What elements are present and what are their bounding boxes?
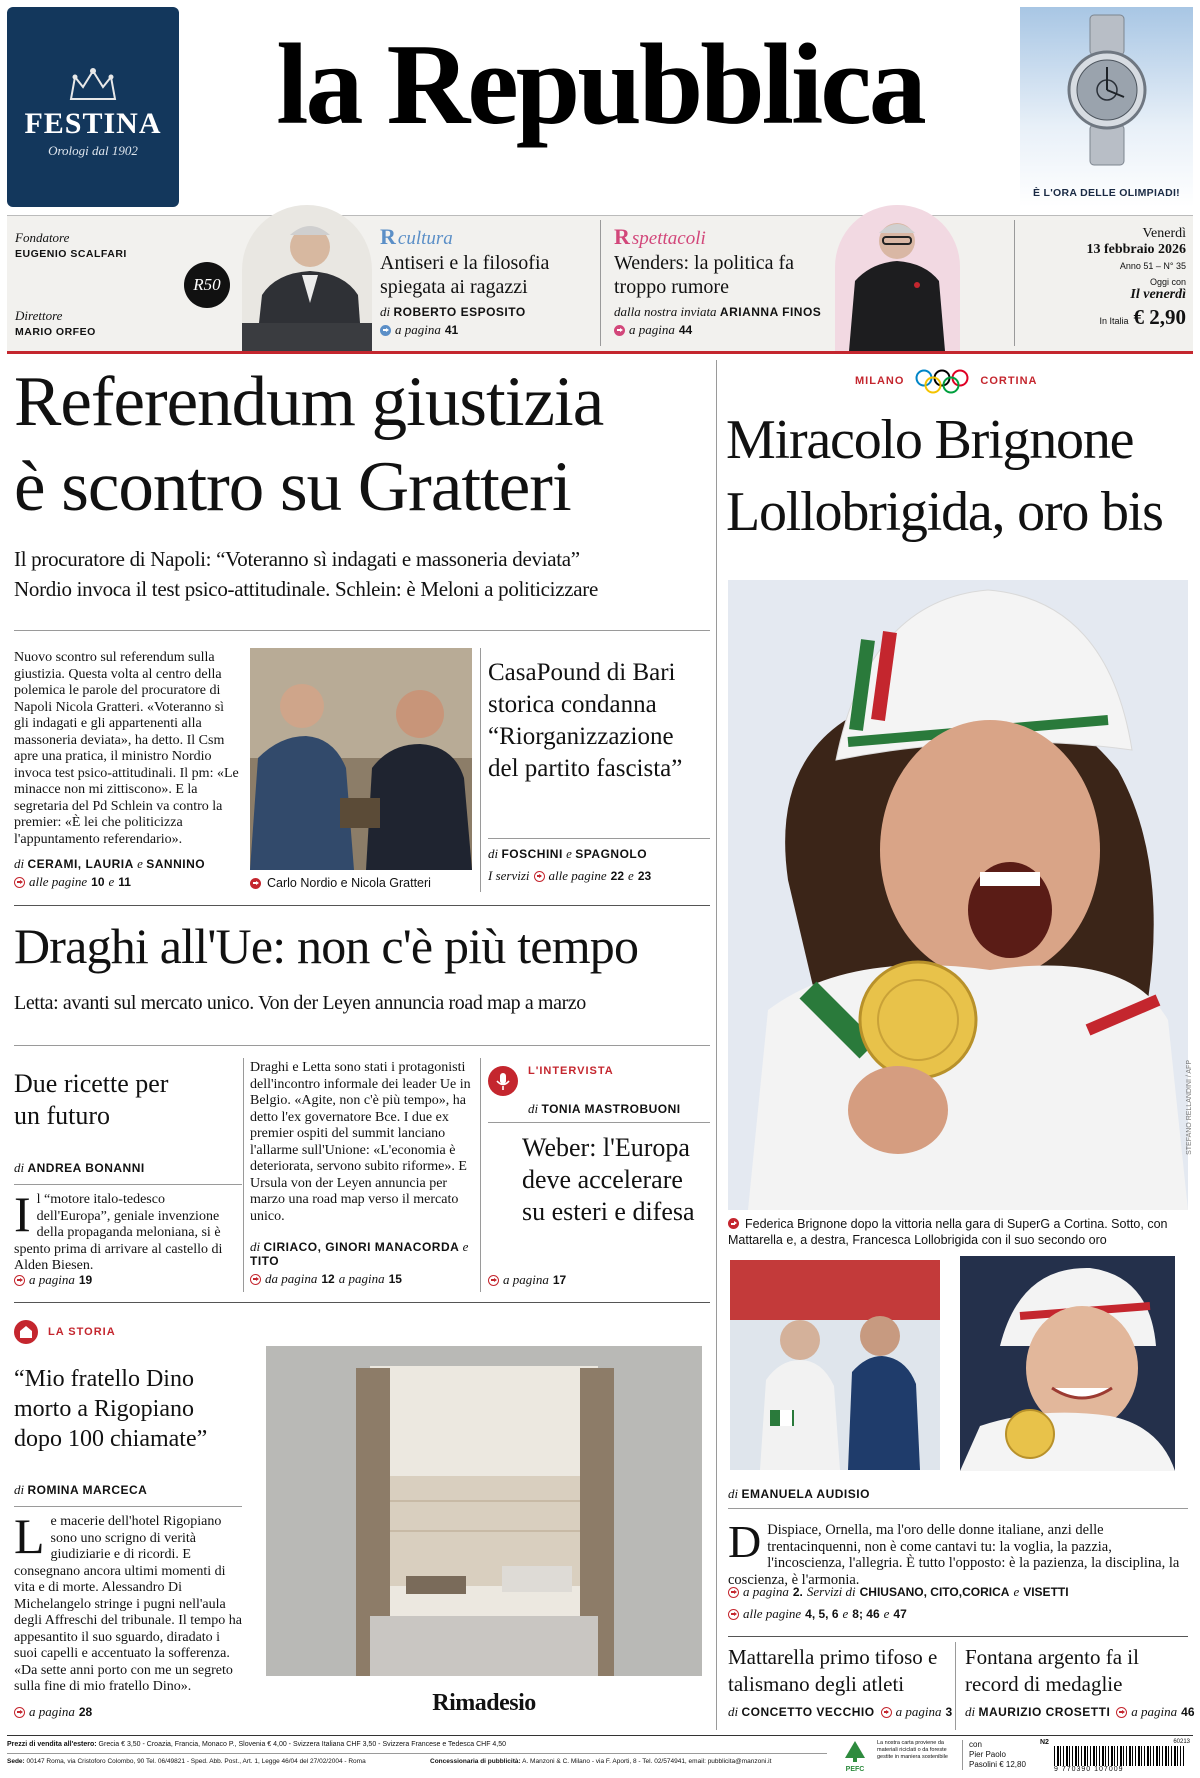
culture-headline: Antiseri e la filosofia spiegata ai ragazzi (380, 252, 550, 298)
arrow-right-icon (380, 325, 391, 336)
mattarella-page-ref[interactable]: a pagina 3 (881, 1704, 953, 1720)
ad-watch[interactable] (1020, 7, 1193, 207)
pefc-tree-icon (843, 1740, 867, 1762)
brignone-celebrating-icon (728, 580, 1188, 1210)
draghi-col-divider-1 (243, 1058, 244, 1292)
analysis-page-ref[interactable]: a pagina 19 (14, 1272, 92, 1288)
footer-inner-divider (7, 1753, 827, 1754)
lead-headline-line2: è scontro su Gratteri (14, 448, 571, 526)
draghi-col-divider-2 (480, 1058, 481, 1292)
lead-headline[interactable] (14, 360, 714, 530)
lead-subhead-line2: Nordio invoca il test psico-attitudinale. Schlein: è Meloni a politicizzare (14, 577, 598, 601)
olympics-refs (728, 1584, 1190, 1622)
olympics-page-ref-1[interactable]: a pagina 2. Servizi di CHIUSANO, CITO,CORICA e VISETTI (728, 1584, 1190, 1600)
mattarella-headline[interactable]: Mattarella primo tifoso e talismano degli atleti (728, 1645, 938, 1696)
story-headline[interactable]: “Mio fratello Dino morto a Rigopiano dopo 100 chiamate” (14, 1366, 208, 1452)
arrow-right-icon (728, 1609, 739, 1620)
rimadesio-brand: Rimadesio (432, 1690, 536, 1716)
lead-subhead (14, 544, 714, 604)
combo-offer: con Pier Paolo Pasolini € 12,80 (962, 1740, 1034, 1770)
microphone-icon (488, 1066, 518, 1096)
teaser-culture[interactable] (380, 224, 595, 338)
analysis-byline: di ANDREA BONANNI (14, 1160, 145, 1175)
olympics-page-ref-2[interactable]: alle pagine 4, 5, 6 e 8; 46 e 47 (728, 1606, 1190, 1622)
ad-festina[interactable] (7, 7, 179, 207)
story-house-icon (14, 1320, 38, 1344)
lead-byline: di CERAMI, LAURIA e SANNINO alle pagine 10 e 11 (14, 856, 242, 890)
olympics-body: D Dispiace, Ornella, ma l'oro delle donne italiane, anzi delle trentacinquenni, non è come cantavi tu: la voglia, la pazzia, l'incoscienza, l'allegria. È tutto l'opposto: è la pazienza, la disciplina, la coscienza, è l'armonia. (728, 1516, 1180, 1588)
footer-ads: Concessionaria di pubblicità: A. Manzoni & C. Milano - via F. Aporti, 8 - Tel. 02/574941, email: pubblicita@manzoni.it (430, 1758, 772, 1765)
arrow-right-icon (881, 1707, 892, 1718)
teaser-spettacoli[interactable] (614, 224, 829, 338)
masthead (0, 0, 1200, 215)
spettacoli-r-mark: R (614, 224, 630, 249)
spettacoli-section: spettacoli (631, 228, 706, 249)
lead-subhead-line1: Il procuratore di Napoli: “Voteranno sì indagati e massoneria deviata” (14, 547, 580, 571)
newspaper-title[interactable]: la Repubblica (276, 21, 924, 149)
analysis-byline-divider (14, 1184, 242, 1185)
lead-body: Nuovo scontro sul referendum sulla giustizia. Questa volta al centro della polemica le parole del procuratore di Napoli Nicola Gratteri. «Voteranno sì gli indagati e gli appartenenti alla massoneria deviata», ha detto. Il Csm apre una pratica, il ministro Nordio invoca test psico-attitudinali. Il pm: «Le minacce non mi zittiscono». E la segretaria del Pd Schlein va contro la premier: «È lei che politicizza l'appuntamento referendario». (14, 650, 239, 847)
arrow-right-icon (488, 1275, 499, 1286)
dropcap: D (728, 1516, 762, 1567)
brignone-photo[interactable] (728, 580, 1193, 1210)
spettacoli-page-ref[interactable]: a pagina 44 (614, 322, 829, 338)
footer-prices: Prezzi di vendita all'estero: Grecia € 3,50 - Croazia, Francia, Monaco P., Slovenia € 4,00 - Svizzera Italiana CHF 3,50 - Svizzera Francese e Tedesca CHF 4,50 (7, 1741, 507, 1748)
footer-divider (7, 1735, 1193, 1736)
interior-photo-icon (266, 1346, 702, 1676)
olympics-byline-divider (728, 1508, 1188, 1509)
footer-seat: Sede: 00147 Roma, via Cristoforo Colombo, 90 Tel. 06/49821 - Sped. Abb. Post., Art. 1, Legge 46/04 del 27/02/2004 - Roma (7, 1758, 366, 1765)
interview-divider (488, 1122, 710, 1123)
culture-section: cultura (397, 228, 453, 249)
olympics-headline-line2: Lollobrigida, oro bis (726, 481, 1163, 543)
price: € 2,90 (1133, 305, 1186, 329)
photo-caption: Carlo Nordio e Nicola Gratteri (250, 876, 472, 890)
draghi-page-ref[interactable]: da pagina 12 a pagina 15 (250, 1271, 472, 1287)
casapound-page-ref[interactable]: I servizi alle pagine 22 e 23 (488, 868, 652, 883)
supplement: Il venerdì (1130, 287, 1186, 302)
culture-r-mark: R (380, 224, 396, 249)
arrow-right-icon (14, 1275, 25, 1286)
photo-credit: STEFANO RELLANDINI / AFP (1186, 1060, 1193, 1155)
lead-headline-line1: Referendum giustizia (14, 363, 604, 441)
festina-tagline: Orologi dal 1902 (48, 143, 138, 158)
casapound-byline: di FOSCHINI e SPAGNOLO I servizi alle pagine 22 e 23 (488, 846, 710, 884)
arrow-right-icon (534, 871, 545, 882)
draghi-subhead: Letta: avanti sul mercato unico. Von der Leyen annuncia road map a marzo (14, 992, 586, 1014)
dropcap: L (14, 1508, 45, 1564)
info-bar-red-rule (7, 351, 1193, 354)
nordio-gratteri-photo[interactable] (250, 648, 472, 870)
dropcap: I (14, 1186, 31, 1242)
antiseri-photo[interactable] (242, 205, 372, 351)
side-divider (488, 838, 710, 839)
interview-page-ref[interactable]: a pagina 17 (488, 1272, 566, 1288)
olympics-tag-row: MILANO CORTINA (855, 368, 1038, 394)
founder-label: Fondatore (15, 230, 70, 245)
lead-divider (14, 630, 710, 631)
arrow-right-icon (614, 325, 625, 336)
two-men-photo-icon (250, 648, 472, 870)
antiseri-portrait-icon (242, 205, 372, 351)
date-divider (1014, 220, 1015, 346)
casapound-headline[interactable]: CasaPound di Bari storica condanna “Riorganizzazione del partito fascista” (488, 659, 683, 782)
section-divider-2 (14, 1302, 710, 1303)
founder-block (15, 230, 127, 260)
analysis-headline[interactable]: Due ricette per un futuro (14, 1069, 169, 1130)
pefc-block: PEFC La nostra carta proviene da materiali riciclati o da foreste gestite in maniera sostenibile (838, 1740, 958, 1773)
price-label: In Italia (1099, 316, 1129, 326)
camera-pointer-icon (728, 1218, 739, 1229)
lead-side-divider (480, 648, 481, 892)
r50-badge: R50 (184, 262, 230, 308)
mattarella-group-icon (730, 1260, 940, 1470)
draghi-byline: di CIRIACO, GINORI MANACORDA e TITO da pagina 12 a pagina 15 (250, 1240, 472, 1287)
lollobrigida-medal-icon (960, 1256, 1175, 1471)
lollobrigida-photo[interactable] (960, 1256, 1175, 1471)
today-with: Oggi con (1149, 277, 1186, 287)
story-label-row: LA STORIA (14, 1320, 116, 1344)
day: Venerdì (1142, 226, 1186, 241)
arrow-right-icon (14, 877, 25, 888)
olympics-headline-line1: Miracolo Brignone (726, 409, 1134, 471)
watch-icon (1062, 15, 1152, 165)
lead-page-ref[interactable]: alle pagine 10 e 11 (14, 874, 242, 890)
olympics-teasers-divider (728, 1636, 1188, 1637)
culture-page-ref[interactable]: a pagina 41 (380, 322, 595, 338)
barcode: N2 60213 9 770390 107009 (1040, 1739, 1190, 1773)
founder-name: EUGENIO SCALFARI (15, 248, 127, 260)
teaser-divider (600, 220, 601, 346)
watch-ad-caption: È L'ORA DELLE OLIMPIADI! (1033, 187, 1180, 199)
interview-byline: di TONIA MASTROBUONI (528, 1101, 681, 1116)
interview-headline[interactable]: Weber: l'Europa deve accelerare su esteri e difesa (522, 1133, 695, 1226)
fontana-headline[interactable]: Fontana argento fa il record di medaglie (965, 1645, 1139, 1696)
olympics-caption: Federica Brignone dopo la vittoria nella gara di SuperG a Cortina. Sotto, con Mattarella e, a destra, Francesca Lollobrigida con il suo secondo oro (728, 1217, 1168, 1247)
main-column-divider (716, 360, 717, 1730)
draghi-headline[interactable]: Draghi all'Ue: non c'è più tempo (14, 918, 639, 974)
draghi-body: Draghi e Letta sono stati i protagonisti dell'incontro informale dei leader Ue in Belgio. «Agite, non c'è più tempo», ha detto l'ex governatore Bce. I due ex premier ospiti del summit lanciano l'allarme sull'Unione: «L'economia è deteriorata, servono subito riforme». E Ursula von der Leyen annuncia per marzo una road map verso il mercato unico. (250, 1060, 471, 1224)
olympics-headline[interactable] (726, 404, 1196, 548)
director-name: MARIO ORFEO (15, 326, 96, 338)
olympic-rings-icon (914, 368, 970, 394)
arrow-right-icon (728, 1587, 739, 1598)
festina-brand: FESTINA (24, 107, 162, 140)
arrow-right-icon (14, 1707, 25, 1718)
fontana-byline: di MAURIZIO CROSETTI a pagina 46 (965, 1704, 1195, 1719)
camera-pointer-icon (250, 878, 261, 889)
wenders-photo[interactable] (835, 205, 960, 351)
spettacoli-byline: dalla nostra inviata ARIANNA FINOS (614, 304, 822, 319)
olympics-teaser-divider (955, 1642, 956, 1730)
mattarella-byline: di CONCETTO VECCHIO a pagina 3 (728, 1704, 953, 1719)
story-page-ref[interactable]: a pagina 28 (14, 1704, 92, 1720)
arrow-right-icon (250, 1274, 261, 1285)
story-byline: di ROMINA MARCECA (14, 1482, 148, 1497)
culture-byline: di ROBERTO ESPOSITO (380, 304, 526, 319)
draghi-divider (14, 1045, 710, 1046)
wenders-portrait-icon (835, 205, 960, 351)
story-body: Le macerie dell'hotel Rigopiano sono uno scrigno di verità giudiziarie e di ricordi. E consegnano ancora ultimi momenti di vita e di morte. Alessandro Di Michelangelo stringe i pugni nell'aula degli Affreschi del tribunale. Il tempo ha appesantito il suo sguardo, diradato i suoi capelli e accentuato la sofferenza. «Da sette anni porto con me un segreto sulla fine di mio fratello Dino». (14, 1508, 242, 1694)
section-divider-1 (14, 905, 710, 906)
crown-logo-icon (65, 65, 121, 105)
interview-label-row: L'INTERVISTA (488, 1066, 614, 1096)
issue-number: Anno 51 – N° 35 (1119, 261, 1186, 271)
story-divider (14, 1506, 242, 1507)
arrow-right-icon (1116, 1707, 1127, 1718)
date: 13 febbraio 2026 (1086, 242, 1186, 257)
analysis-body: Il “motore italo-tedesco dell'Europa”, geniale invenzione della propaganda meloniana, si è spento prima di arrivare al castello di Alden Biesen. (14, 1186, 223, 1273)
barcode-bars (1054, 1746, 1184, 1766)
ad-rimadesio[interactable] (258, 1340, 710, 1725)
spettacoli-headline: Wenders: la politica fa troppo rumore (614, 252, 794, 298)
director-block (15, 308, 96, 338)
director-label: Direttore (15, 308, 63, 323)
fontana-page-ref[interactable]: a pagina 46 (1116, 1704, 1194, 1720)
mattarella-photo[interactable] (730, 1260, 940, 1470)
olympics-byline: di EMANUELA AUDISIO (728, 1486, 870, 1501)
date-block (1018, 226, 1186, 330)
